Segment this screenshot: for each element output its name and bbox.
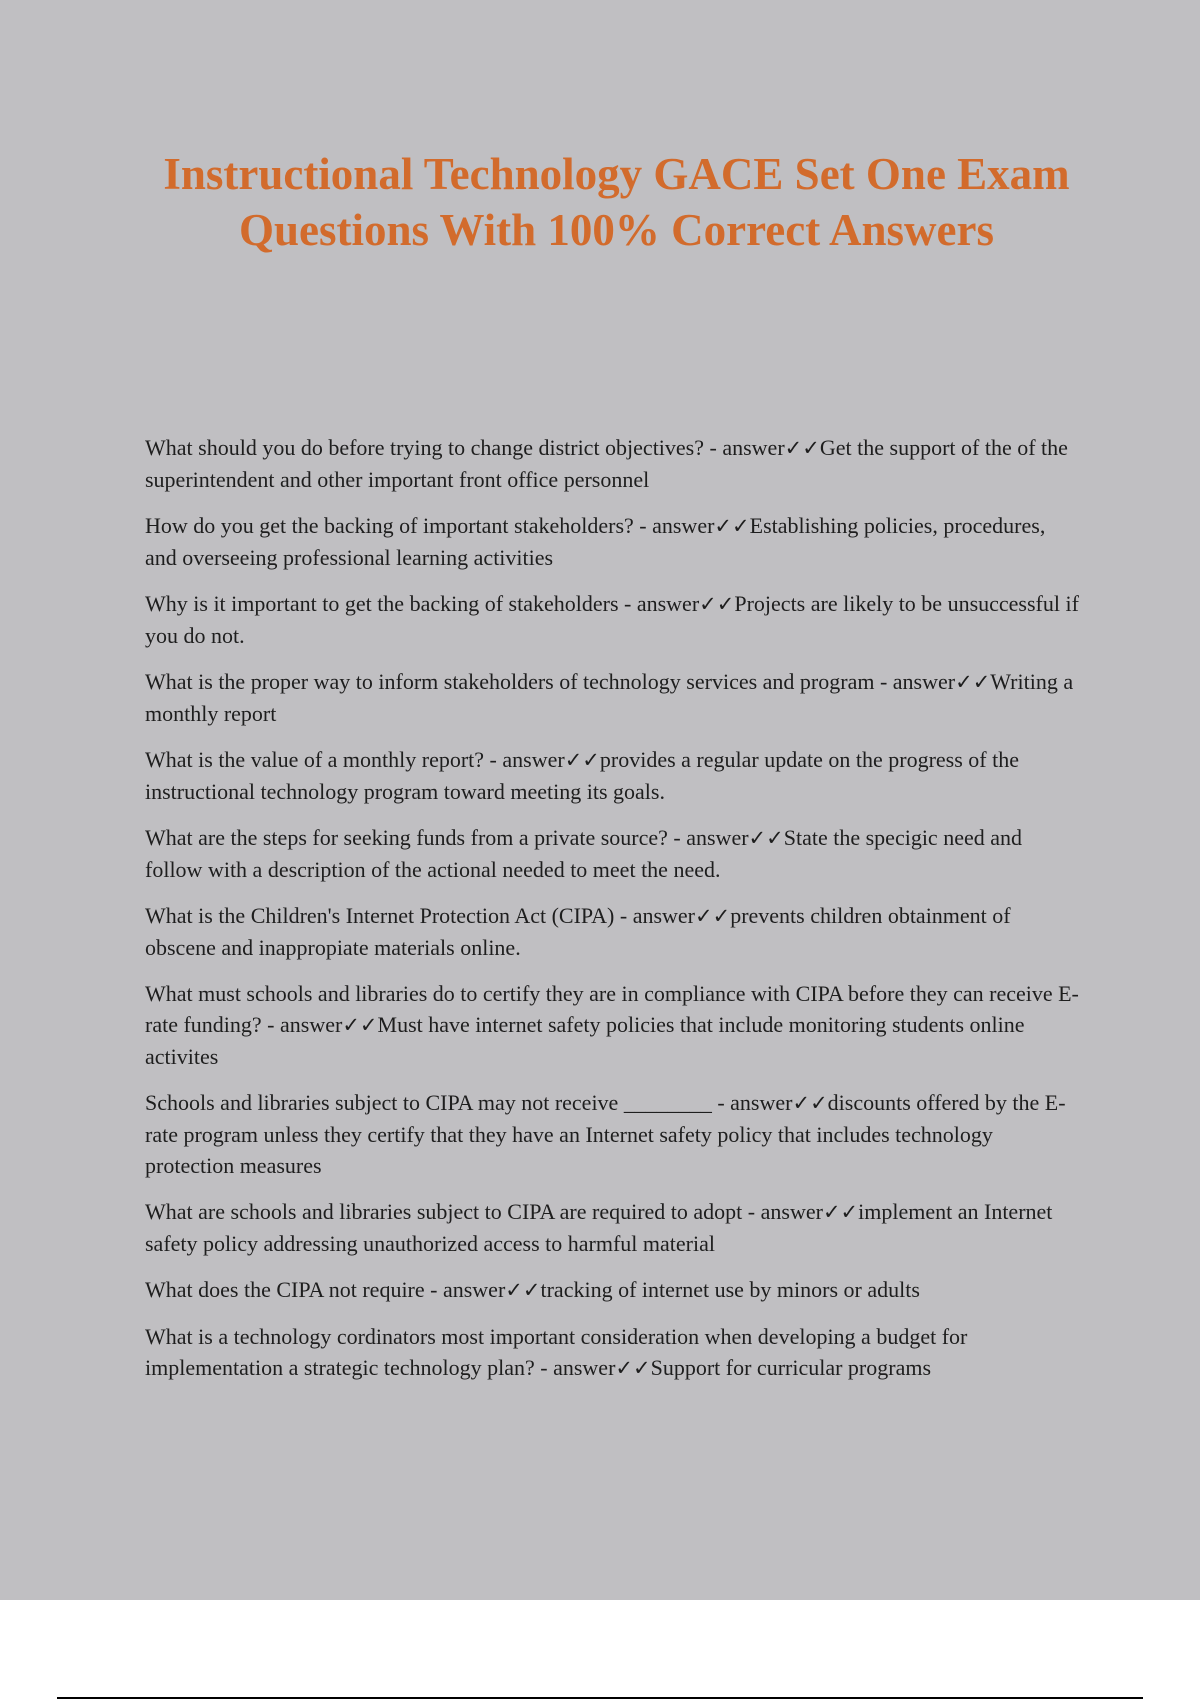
answer-text: Projects are likely to be unsuccessful if you do not.	[145, 591, 1079, 648]
qa-item	[145, 588, 1080, 651]
answer-marker: answer	[892, 669, 956, 694]
answer-text: implement an Internet safety policy addressing unauthorized access to harmful material	[145, 1199, 1053, 1256]
double-check-icon: ✓✓	[784, 436, 820, 460]
qa-item	[145, 510, 1080, 573]
answer-text: discounts offered by the E-rate program unless they certify that they have an Internet safety policy that includes technology protection measures	[145, 1090, 1066, 1178]
answer-marker: answer	[722, 435, 785, 460]
double-check-icon: ✓✓	[699, 592, 735, 616]
question-text: What must schools and libraries do to certify they are in compliance with CIPA before they can receive E-rate funding? -	[145, 981, 1079, 1037]
double-check-icon: ✓✓	[342, 1013, 378, 1037]
answer-text: tracking of internet use by minors or adults	[540, 1277, 920, 1302]
question-text: Schools and libraries subject to CIPA may not receive ________ -	[145, 1090, 731, 1115]
double-check-icon: ✓✓	[955, 670, 991, 694]
question-text: Why is it important to get the backing of stakeholders -	[145, 591, 637, 616]
double-check-icon: ✓✓	[615, 1356, 651, 1380]
double-check-icon: ✓✓	[822, 1200, 859, 1224]
double-check-icon: ✓✓	[748, 826, 784, 850]
answer-text: prevents children obtainment of obscene and inappropiate materials online.	[145, 903, 1011, 960]
qa-item	[145, 978, 1080, 1072]
question-text: What is a technology cordinators most important consideration when developing a budget for implementation a strategic technology plan? -	[145, 1324, 968, 1380]
document-title: Instructional Technology GACE Set One Exam Questions With 100% Correct Answers	[163, 149, 1070, 255]
double-check-icon: ✓✓	[564, 748, 600, 772]
question-text: What should you do before trying to change district objectives? -	[145, 435, 723, 460]
answer-marker: answer	[652, 513, 715, 538]
question-text: What are schools and libraries subject to CIPA are required to adopt -	[145, 1199, 761, 1224]
answer-marker: answer	[553, 1355, 616, 1380]
question-text: How do you get the backing of important stakeholders? -	[145, 513, 653, 538]
answer-text: Establishing policies, procedures, and overseeing professional learning activities	[145, 513, 1046, 570]
question-answer-list	[145, 432, 1080, 1399]
double-check-icon: ✓✓	[505, 1278, 541, 1302]
qa-item	[145, 432, 1080, 495]
answer-text: Must have internet safety policies that include monitoring students online activites	[145, 1012, 1025, 1069]
qa-item	[145, 900, 1080, 963]
answer-marker: answer	[442, 1277, 506, 1302]
qa-item	[145, 1196, 1080, 1259]
answer-marker: answer	[760, 1199, 823, 1224]
question-text: What is the Children's Internet Protection Act (CIPA) -	[145, 903, 633, 928]
footer-divider	[57, 1697, 1143, 1699]
answer-marker: answer	[686, 825, 749, 850]
answer-marker: answer	[730, 1090, 793, 1115]
qa-item	[145, 666, 1080, 729]
answer-text: State the specigic need and follow with a description of the actional needed to meet the need.	[145, 825, 1022, 882]
answer-marker: answer	[502, 747, 565, 772]
qa-item	[145, 1087, 1080, 1181]
question-text: What is the proper way to inform stakeholders of technology services and program -	[145, 669, 893, 694]
qa-item	[145, 1321, 1080, 1384]
double-check-icon: ✓✓	[792, 1091, 828, 1115]
question-text: What is the value of a monthly report? -	[145, 747, 503, 772]
answer-text: Get the support of the of the superintendent and other important front office personnel	[145, 435, 1068, 492]
qa-item	[145, 744, 1080, 807]
answer-text: Support for curricular programs	[650, 1355, 932, 1380]
answer-marker: answer	[632, 903, 695, 928]
double-check-icon: ✓✓	[714, 514, 750, 538]
question-text: What are the steps for seeking funds from a private source? -	[145, 825, 687, 850]
qa-item	[145, 822, 1080, 885]
question-text: What does the CIPA not require -	[145, 1277, 443, 1302]
answer-text: Writing a monthly report	[145, 669, 1074, 726]
double-check-icon: ✓✓	[695, 904, 731, 928]
qa-item	[145, 1274, 1080, 1306]
answer-marker: answer	[280, 1012, 343, 1037]
answer-marker: answer	[636, 591, 700, 616]
answer-text: provides a regular update on the progress of the instructional technology program toward meeting its goals.	[145, 747, 1019, 804]
